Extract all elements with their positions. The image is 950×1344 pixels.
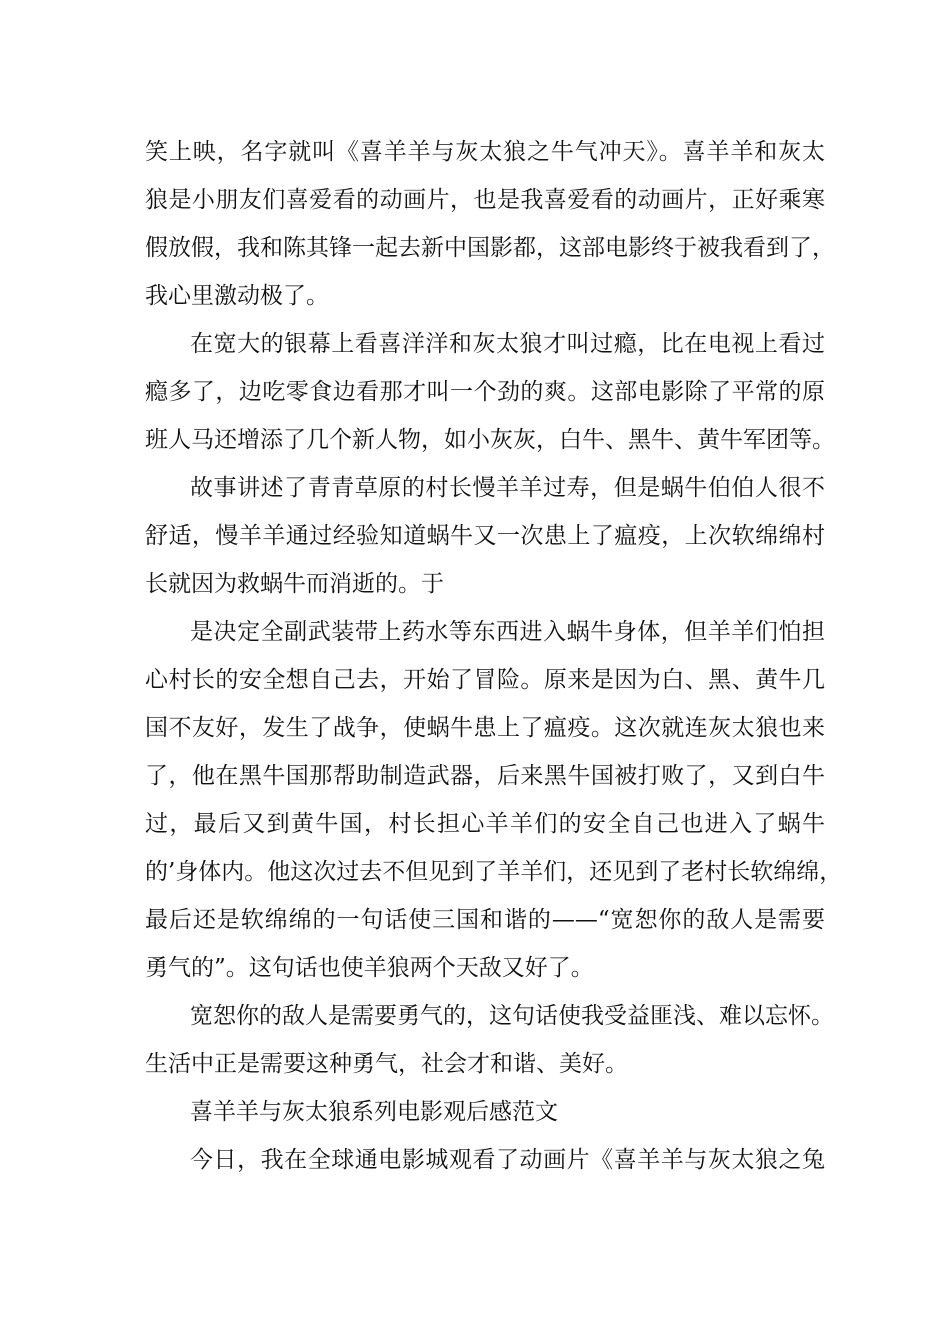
text-line: 狼是小朋友们喜爱看的动画片，也是我喜爱看的动画片，正好乘寒 (145, 187, 825, 213)
text-line: 故事讲述了青青草原的村长慢羊羊过寿，但是蜗牛伯伯人很不 (190, 475, 825, 501)
text-line: 宽恕你的敌人是需要勇气的，这句话使我受益匪浅、难以忘怀。 (190, 1003, 834, 1029)
text-line: 在宽大的银幕上看喜洋洋和灰太狼才叫过瘾，比在电视上看过 (190, 331, 825, 357)
text-line: 心村长的安全想自己去，开始了冒险。原来是因为白、黑、黄牛几 (145, 667, 825, 693)
text-line: 班人马还增添了几个新人物，如小灰灰，白牛、黑牛、黄牛军团等。 (145, 427, 835, 453)
text-line: 生活中正是需要这种勇气，社会才和谐、美好。 (145, 1051, 628, 1077)
text-line: 最后还是软绵绵的一句话使三国和谐的——“宽恕你的敌人是需要 (145, 907, 825, 933)
text-line: 舒适，慢羊羊通过经验知道蜗牛又一次患上了瘟疫，上次软绵绵村 (145, 523, 825, 549)
text-line: 的’身体内。他这次过去不但见到了羊羊们，还见到了老村长软绵绵， (145, 859, 843, 885)
text-line: 长就因为救蜗牛而消逝的。于 (145, 571, 444, 597)
text-line: 是决定全副武装带上药水等东西进入蜗牛身体，但羊羊们怕担 (190, 619, 825, 645)
text-line: 国不友好，发生了战争，使蜗牛患上了瘟疫。这次就连灰太狼也来 (145, 715, 825, 741)
text-line: 勇气的”。这句话也使羊狼两个天敌又好了。 (145, 955, 594, 981)
text-line: 今日，我在全球通电影城观看了动画片《喜羊羊与灰太狼之兔 (190, 1147, 825, 1173)
text-line: 瘾多了，边吃零食边看那才叫一个劲的爽。这部电影除了平常的原 (145, 379, 825, 405)
text-line: 笑上映，名字就叫《喜羊羊与灰太狼之牛气冲天》。喜羊羊和灰太 (145, 139, 825, 165)
text-line: 了，他在黑牛国那帮助制造武器，后来黑牛国被打败了，又到白牛 (145, 763, 825, 789)
text-line: 我心里激动极了。 (145, 283, 329, 309)
text-line: 过，最后又到黄牛国，村长担心羊羊们的安全自己也进入了蜗牛 (145, 811, 825, 837)
document-body (145, 128, 843, 1184)
text-line: 喜羊羊与灰太狼系列电影观后感范文 (190, 1099, 558, 1125)
text-line: 假放假，我和陈其锋一起去新中国影都，这部电影终于被我看到了， (145, 235, 835, 261)
